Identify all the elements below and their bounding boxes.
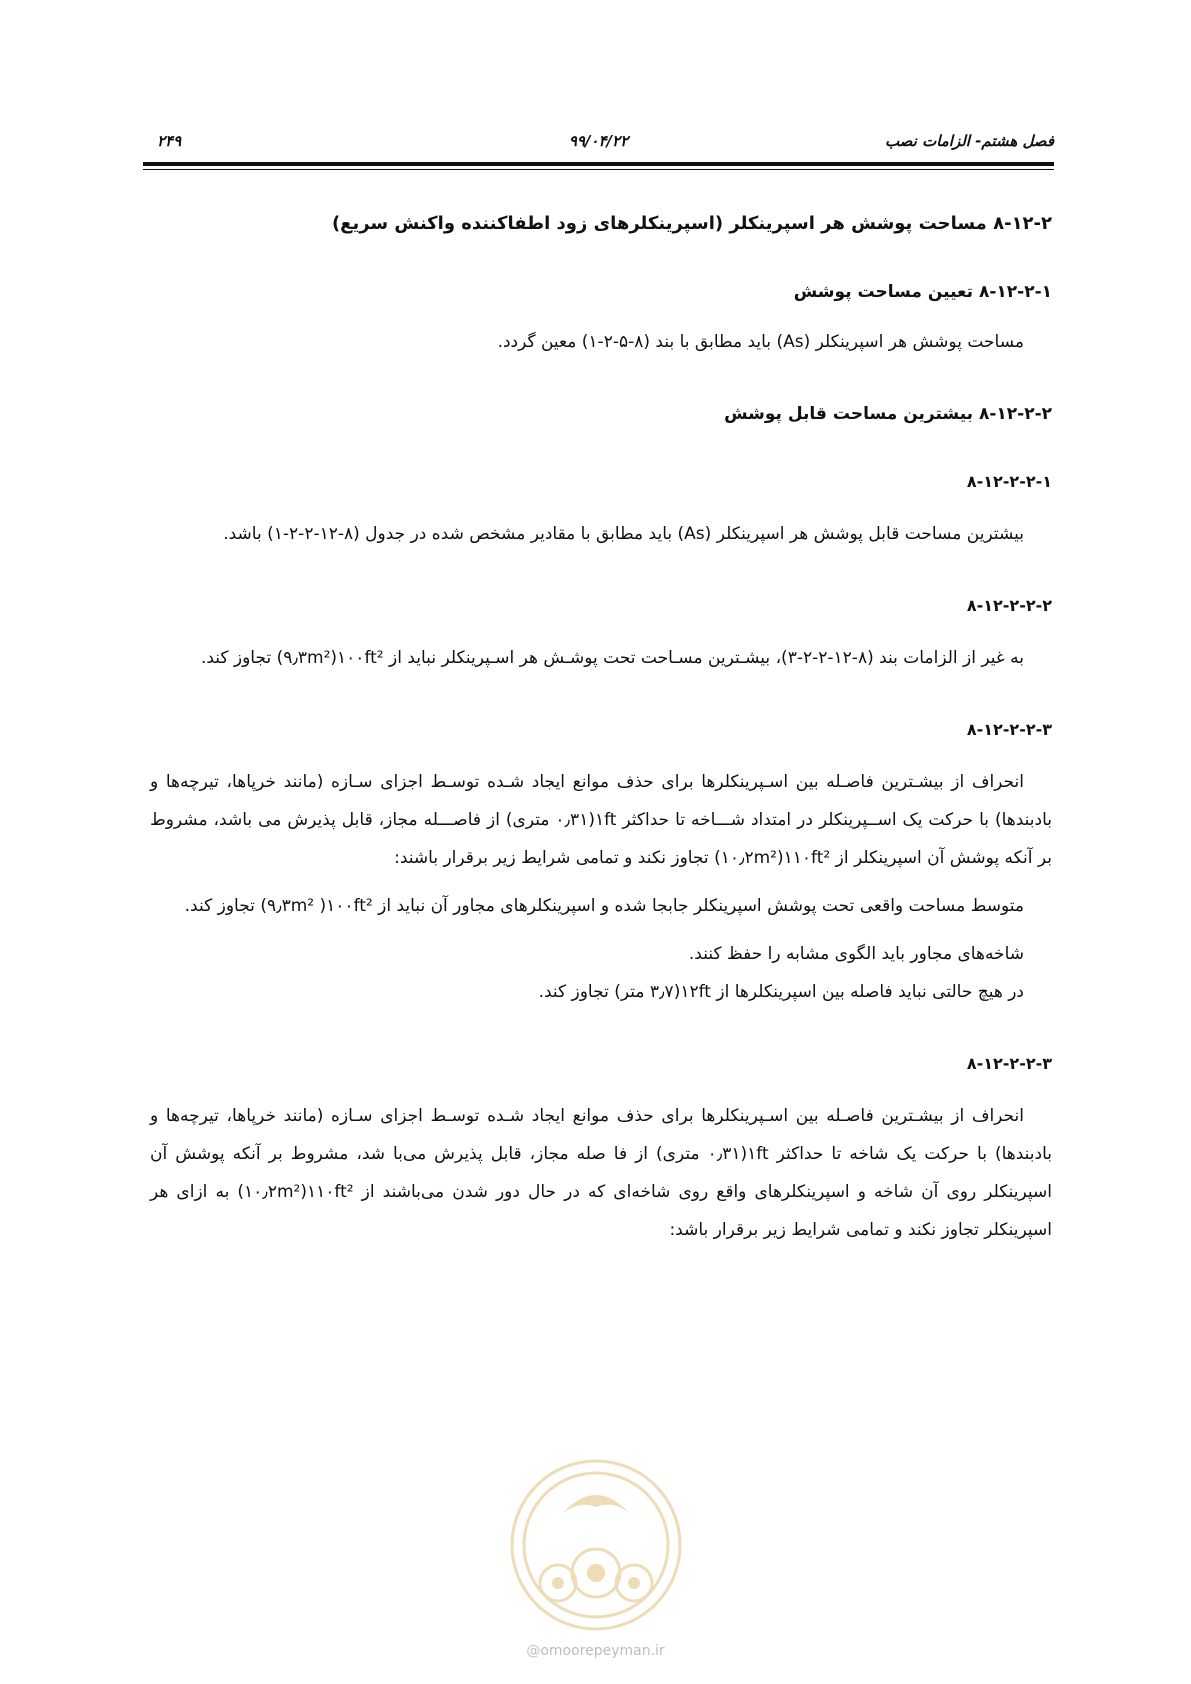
header-rule-thin — [143, 169, 1054, 170]
item-text-3: انحراف از بیشـترین فاصـله بین اسـپرینکلرها برای حذف موانع ایجاد شـده توسـط اجزای سـازه (مانند خرپاها، تیرچه‌ها و بادبندها) با حرکت یک اســپرینکلر در امتداد شـــاخه تا حداکثر ۱ft(۰٫۳۱ متری) از فاصـــله مجاز، قابل پذیرش می باشد، مشروط بر آنکه پوشش آن اسپرینکلر از ۱۱۰ft²(۱۰٫۲m²) تجاوز نکند و تمامی شرایط زیر برقرار باشند: — [150, 772, 1052, 868]
condition-line-2: در هیچ حالتی نباید فاصله بین اسپرینکلرها از ۱۲ft(۳٫۷ متر) تجاوز کند. — [538, 982, 1024, 1002]
item-text-2: به غیر از الزامات بند (۸-۱۲-۲-۲-۳)، بیشـترین مسـاحت تحت پوشـش هر اسـپرینکلر نباید از ۱۰۰ft²(۹٫۳m²) تجاوز کند. — [200, 648, 1024, 668]
page-number: ۲۴۹ — [157, 132, 182, 150]
subsection-text-1: مساحت پوشش هر اسپرینکلر (As) باید مطابق با بند (۸-۵-۲-۱) معین گردد. — [497, 332, 1024, 352]
item-number-1: ۸-۱۲-۲-۲-۱ — [966, 472, 1052, 491]
item-text-1: بیشترین مساحت قابل پوشش هر اسپرینکلر (As) باید مطابق با مقادیر مشخص شده در جدول (۸-۱۲-۲-۲-۱) باشد. — [223, 524, 1024, 544]
page-content — [150, 205, 1052, 1283]
section-title: ۸-۱۲-۲ مساحت پوشش هر اسپرینکلر (اسپرینکلرهای زود اطفاکننده واکنش سریع) — [331, 213, 1052, 234]
item-number-2: ۸-۱۲-۲-۲-۲ — [966, 596, 1052, 615]
header-rule-thick — [143, 162, 1054, 166]
watermark-url: @omoorepeyman.ir — [526, 1643, 665, 1659]
subsection-title-2: ۸-۱۲-۲-۲ بیشترین مساحت قابل پوشش — [724, 404, 1052, 424]
item-number-4: ۸-۱۲-۲-۲-۳ — [966, 1054, 1052, 1073]
condition-line-1: شاخه‌های مجاور باید الگوی مشابه را حفظ کنند. — [688, 944, 1024, 964]
header-date: ۹۹/۰۴/۲۲ — [568, 132, 629, 150]
subsection-title-1: ۸-۱۲-۲-۱ تعیین مساحت پوشش — [793, 282, 1052, 302]
item-text-3b: متوسط مساحت واقعی تحت پوشش اسپرینکلر جابجا شده و اسپرینکلرهای مجاور آن نباید از ۱۰۰ft²( ۹٫۳m²) تجاوز کند. — [184, 896, 1024, 916]
item-text-4: انحراف از بیشـترین فاصـله بین اسـپرینکلرها برای حذف موانع ایجاد شـده توسـط اجزای سـازه (مانند خرپاها، تیرچه‌ها و بادبندها) با حرکت یک شاخه تا حداکثر ۱ft(۰٫۳۱ متری) از فا صله مجاز، قابل پذیرش می‌با شد، مشروط بر آنکه پوشش آن اسپرینکلر روی آن شاخه و اسپرینکلرهای واقع روی شاخه‌ای که در حال دور شدن می‌باشند از ۱۱۰ft²(۱۰٫۲m²) به ازای هر اسپرینکلر تجاوز نکند و تمامی شرایط زیر برقرار باشد: — [150, 1106, 1053, 1240]
watermark-seal-icon — [506, 1455, 686, 1635]
chapter-title: فصل هشتم- الزامات نصب — [884, 132, 1054, 150]
item-number-3: ۸-۱۲-۲-۲-۳ — [966, 720, 1052, 739]
page-header — [143, 132, 1054, 158]
